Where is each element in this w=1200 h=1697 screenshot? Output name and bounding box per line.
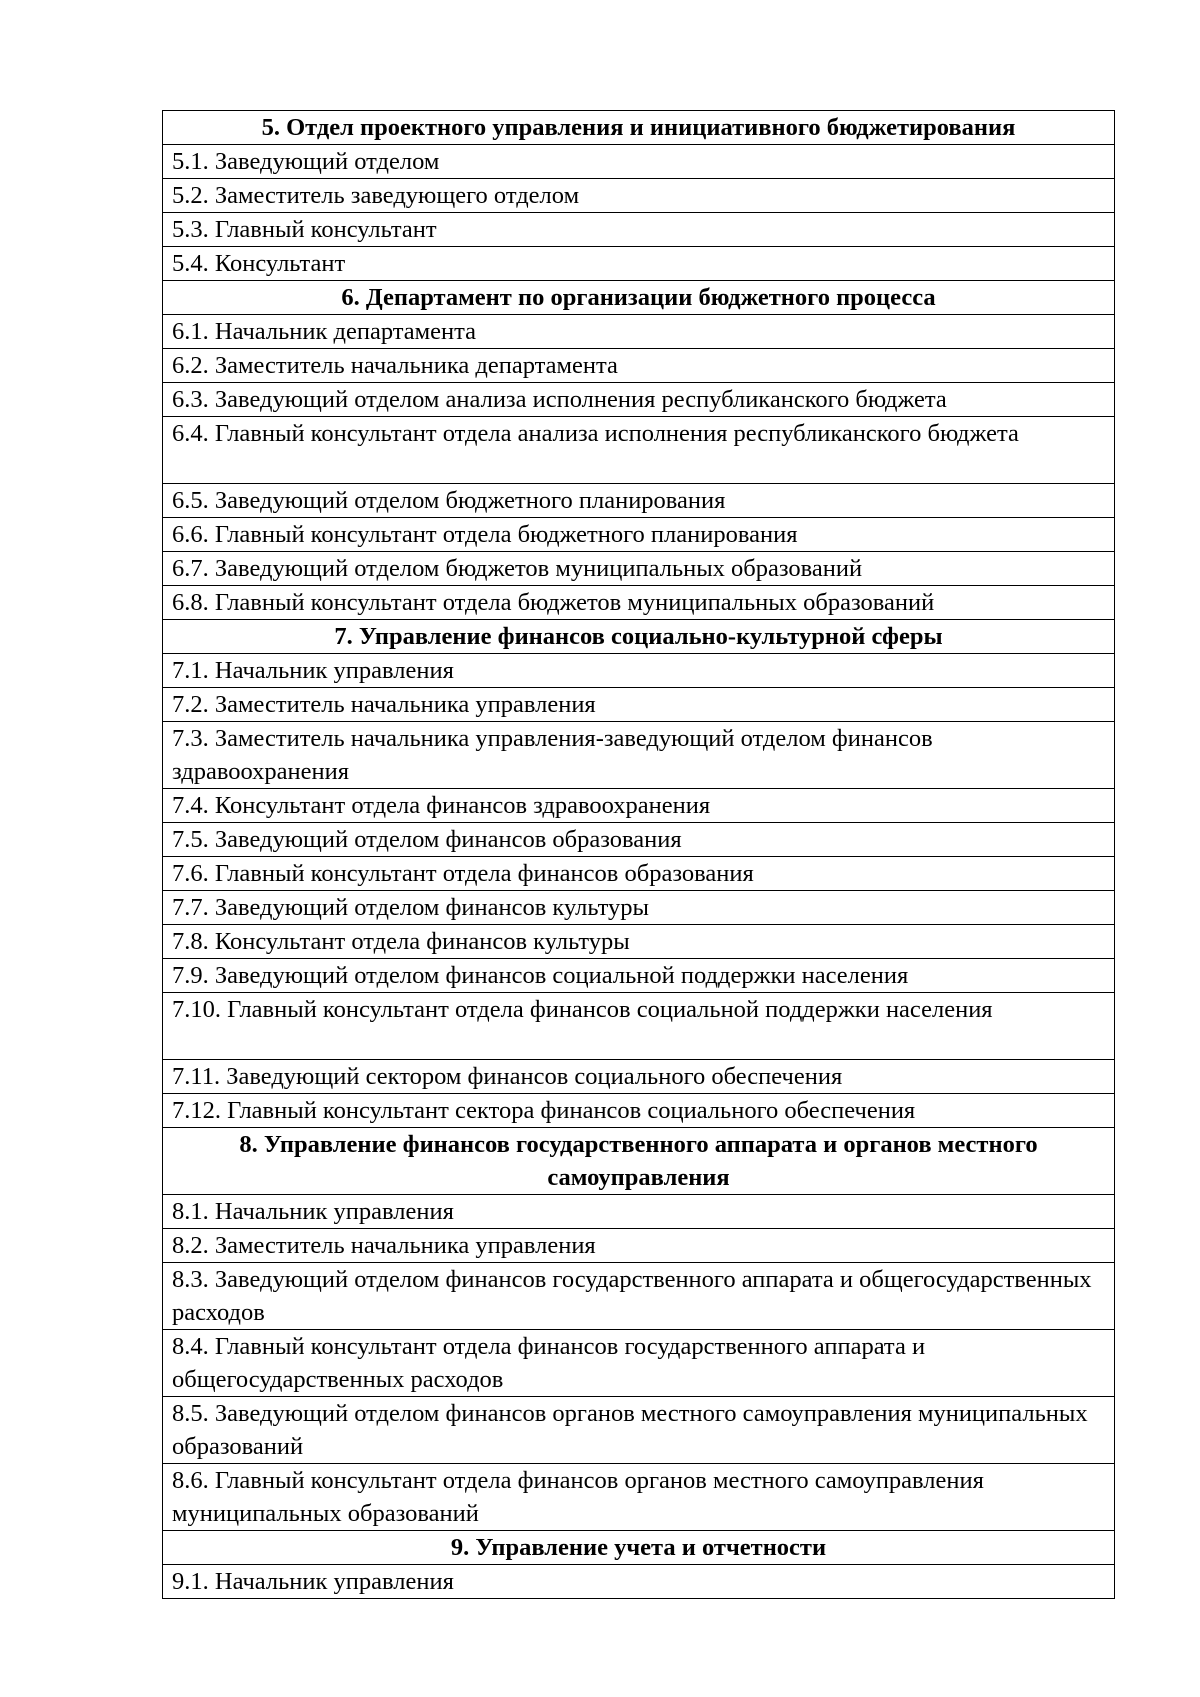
position-title: 6.7. Заведующий отделом бюджетов муниципальных образований	[163, 552, 1115, 586]
position-title: 7.5. Заведующий отделом финансов образования	[163, 823, 1115, 857]
position-title: 7.12. Главный консультант сектора финансов социального обеспечения	[163, 1094, 1115, 1128]
position-title: 5.3. Главный консультант	[163, 213, 1115, 247]
position-row	[163, 145, 1115, 179]
position-row	[163, 688, 1115, 722]
section-title: 9. Управление учета и отчетности	[163, 1531, 1115, 1565]
position-row	[163, 654, 1115, 688]
position-title: 8.3. Заведующий отделом финансов государственного аппарата и общегосударственных расходов	[163, 1263, 1115, 1330]
section-title: 7. Управление финансов социально-культурной сферы	[163, 620, 1115, 654]
section-title: 8. Управление финансов государственного аппарата и органов местного самоуправления	[163, 1128, 1115, 1195]
position-row	[163, 789, 1115, 823]
section-header-row	[163, 620, 1115, 654]
position-row	[163, 247, 1115, 281]
section-title: 6. Департамент по организации бюджетного процесса	[163, 281, 1115, 315]
position-row	[163, 552, 1115, 586]
position-title: 8.5. Заведующий отделом финансов органов местного самоуправления муниципальных образований	[163, 1397, 1115, 1464]
section-header-row	[163, 1531, 1115, 1565]
position-title: 7.6. Главный консультант отдела финансов образования	[163, 857, 1115, 891]
position-title: 6.3. Заведующий отделом анализа исполнения республиканского бюджета	[163, 383, 1115, 417]
position-row	[163, 586, 1115, 620]
section-header-row	[163, 111, 1115, 145]
position-title: 8.1. Начальник управления	[163, 1195, 1115, 1229]
position-title: 5.2. Заместитель заведующего отделом	[163, 179, 1115, 213]
position-row	[163, 349, 1115, 383]
position-title: 7.2. Заместитель начальника управления	[163, 688, 1115, 722]
position-row	[163, 1229, 1115, 1263]
position-row	[163, 383, 1115, 417]
positions-table	[162, 110, 1115, 1599]
position-title: 7.7. Заведующий отделом финансов культуры	[163, 891, 1115, 925]
position-row	[163, 1060, 1115, 1094]
position-title: 7.8. Консультант отдела финансов культуры	[163, 925, 1115, 959]
position-title: 7.3. Заместитель начальника управления-заведующий отделом финансов здравоохранения	[163, 722, 1115, 789]
position-row	[163, 484, 1115, 518]
position-title: 7.1. Начальник управления	[163, 654, 1115, 688]
position-title: 7.10. Главный консультант отдела финансов социальной поддержки населения	[163, 993, 1115, 1060]
position-title: 5.4. Консультант	[163, 247, 1115, 281]
position-title: 8.2. Заместитель начальника управления	[163, 1229, 1115, 1263]
position-title: 6.6. Главный консультант отдела бюджетного планирования	[163, 518, 1115, 552]
position-row	[163, 925, 1115, 959]
position-row	[163, 857, 1115, 891]
positions-table-body	[163, 111, 1115, 1599]
position-title: 7.11. Заведующий сектором финансов социального обеспечения	[163, 1060, 1115, 1094]
position-row	[163, 993, 1115, 1060]
section-header-row	[163, 1128, 1115, 1195]
position-title: 7.9. Заведующий отделом финансов социальной поддержки населения	[163, 959, 1115, 993]
position-row	[163, 1565, 1115, 1599]
position-row	[163, 1464, 1115, 1531]
position-title: 8.4. Главный консультант отдела финансов государственного аппарата и общегосударственных расходов	[163, 1330, 1115, 1397]
section-header-row	[163, 281, 1115, 315]
position-row	[163, 1263, 1115, 1330]
position-title: 6.4. Главный консультант отдела анализа исполнения республиканского бюджета	[163, 417, 1115, 484]
position-row	[163, 959, 1115, 993]
position-row	[163, 315, 1115, 349]
position-title: 6.2. Заместитель начальника департамента	[163, 349, 1115, 383]
position-row	[163, 1195, 1115, 1229]
position-title: 6.5. Заведующий отделом бюджетного планирования	[163, 484, 1115, 518]
position-row	[163, 891, 1115, 925]
position-row	[163, 518, 1115, 552]
position-row	[163, 1094, 1115, 1128]
position-row	[163, 1330, 1115, 1397]
position-row	[163, 417, 1115, 484]
position-row	[163, 213, 1115, 247]
position-row	[163, 1397, 1115, 1464]
position-title: 8.6. Главный консультант отдела финансов органов местного самоуправления муниципальных образований	[163, 1464, 1115, 1531]
position-title: 5.1. Заведующий отделом	[163, 145, 1115, 179]
position-title: 9.1. Начальник управления	[163, 1565, 1115, 1599]
position-title: 6.1. Начальник департамента	[163, 315, 1115, 349]
section-title: 5. Отдел проектного управления и инициативного бюджетирования	[163, 111, 1115, 145]
position-title: 7.4. Консультант отдела финансов здравоохранения	[163, 789, 1115, 823]
position-row	[163, 722, 1115, 789]
position-row	[163, 823, 1115, 857]
position-row	[163, 179, 1115, 213]
position-title: 6.8. Главный консультант отдела бюджетов муниципальных образований	[163, 586, 1115, 620]
